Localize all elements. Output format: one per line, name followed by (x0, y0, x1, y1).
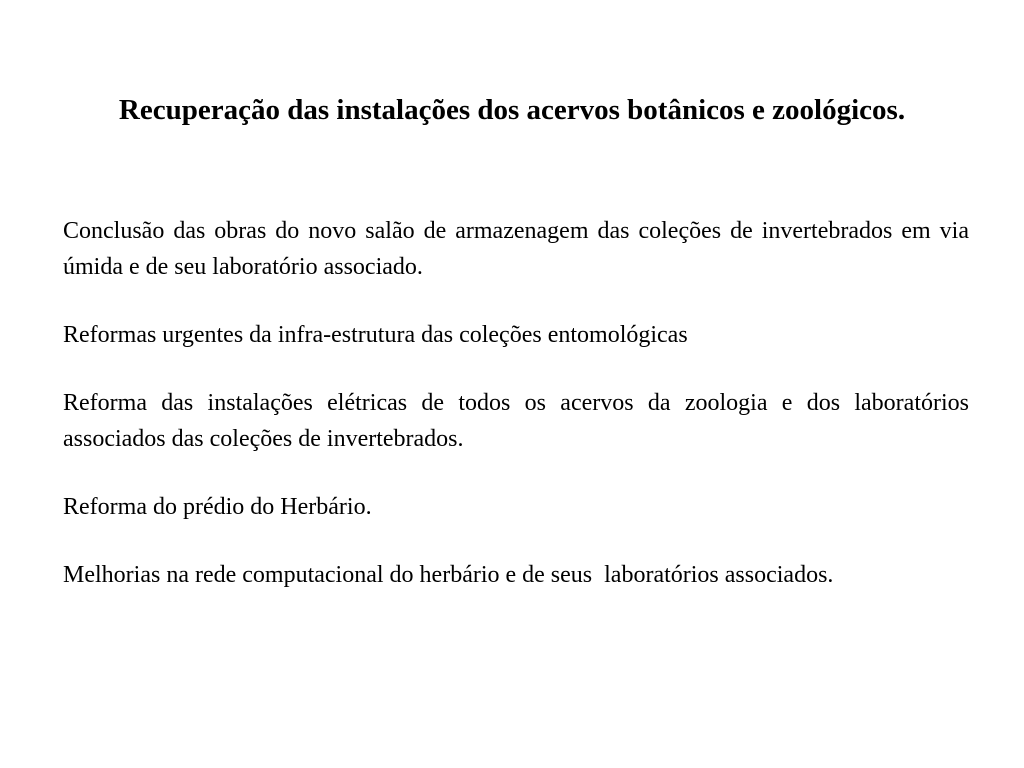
slide-body (63, 213, 969, 625)
slide-title: Recuperação das instalações dos acervos botânicos e zoológicos. (118, 94, 906, 126)
paragraph-electrical-reform: Reforma das instalações elétricas de todos os acervos da zoologia e dos laboratórios associados das coleções de invertebrados. (63, 390, 969, 452)
paragraph-entomology-reforms: Reformas urgentes da infra-estrutura das coleções entomológicas (63, 322, 688, 348)
paragraph-herbarium-building: Reforma do prédio do Herbário. (63, 494, 372, 520)
paragraph-network-improvements: Melhorias na rede computacional do herbário e de seus laboratórios associados. (63, 562, 834, 588)
paragraph-invertebrate-storage: Conclusão das obras do novo salão de armazenagem das coleções de invertebrados em via úmida e de seu laboratório associado. (63, 218, 969, 280)
